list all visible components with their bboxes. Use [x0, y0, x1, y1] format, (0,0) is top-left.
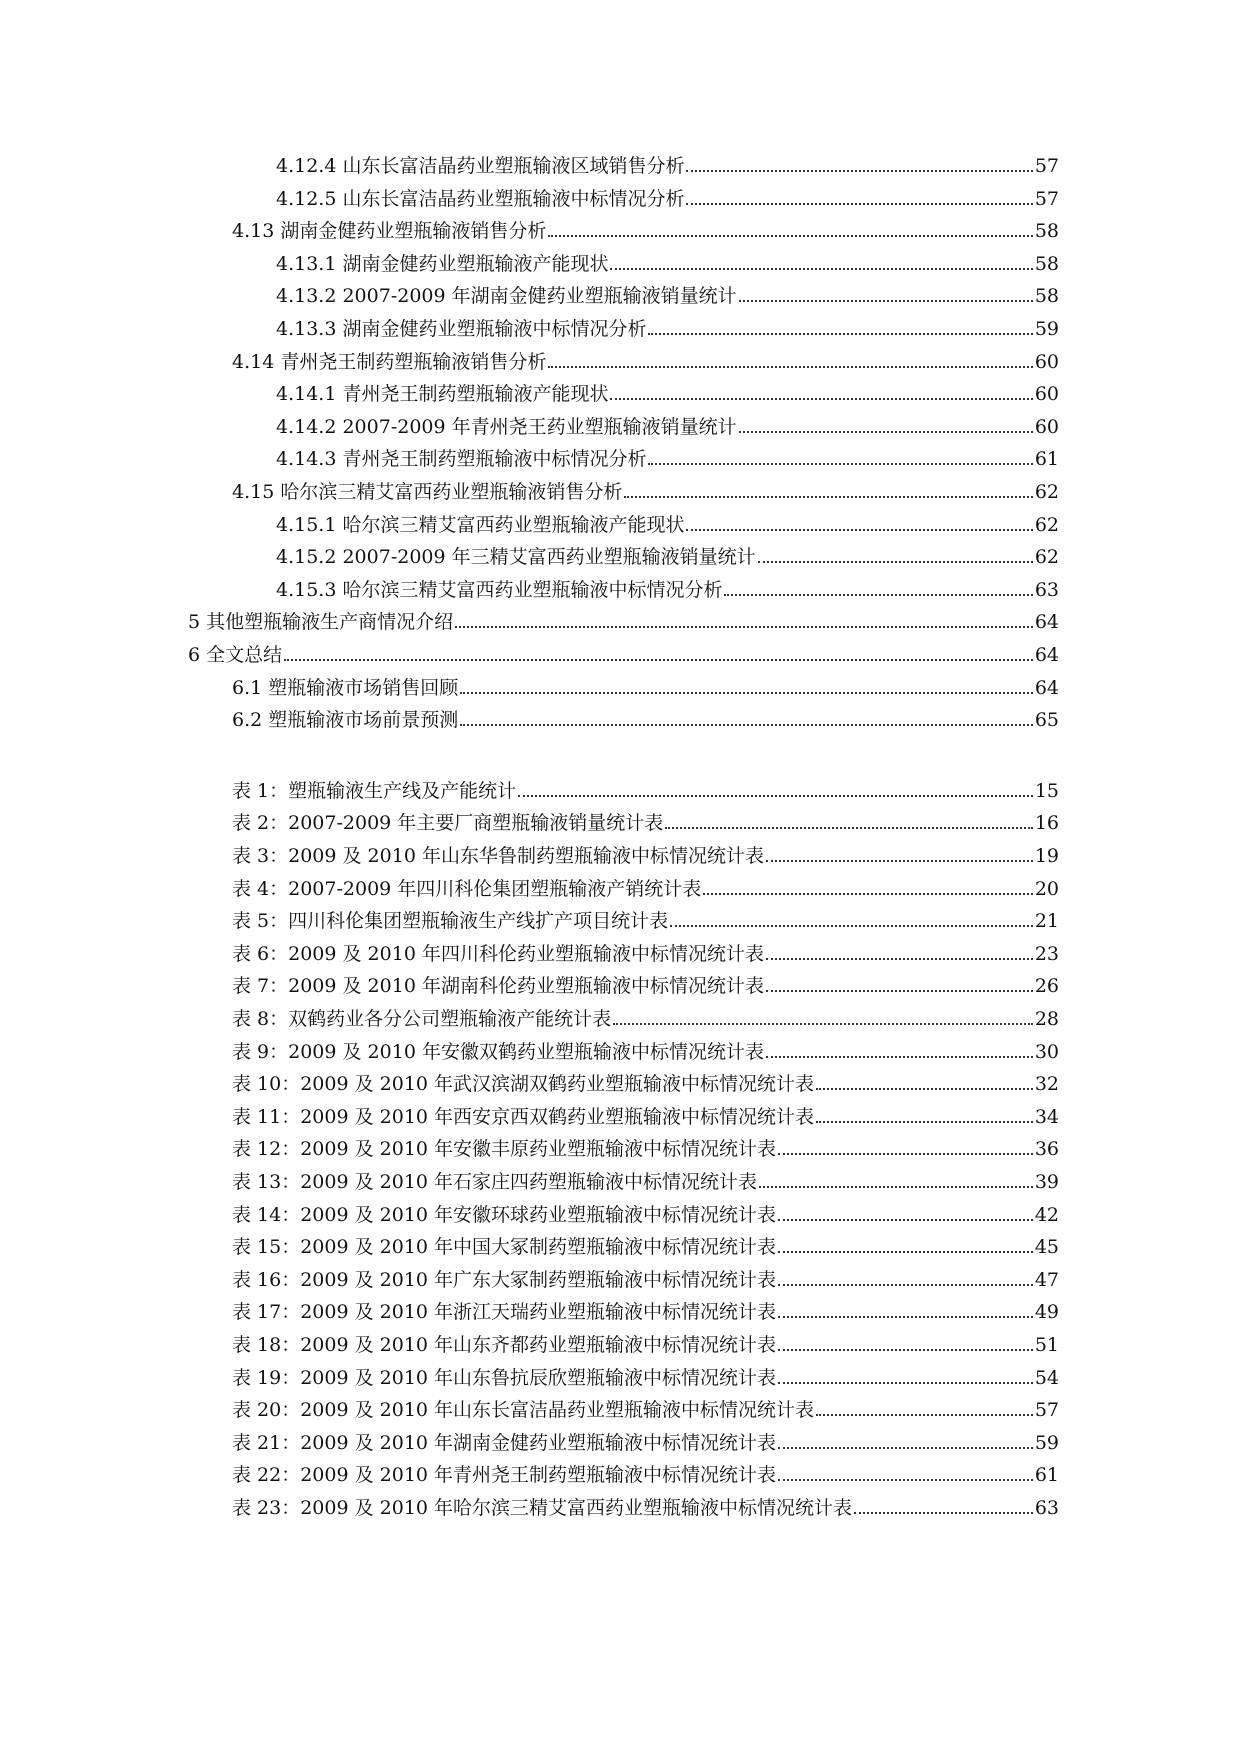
toc-entry-title: 6.1 塑瓶输液市场销售回顾 — [232, 676, 459, 699]
dot-leader — [686, 528, 1032, 531]
toc-entry-title: 表 10：2009 及 2010 年武汉滨湖双鹤药业塑瓶输液中标情况统计表 — [232, 1073, 815, 1096]
toc-entry-title: 表 16：2009 及 2010 年广东大冢制药塑瓶输液中标情况统计表 — [232, 1268, 777, 1291]
table-list-entry[interactable] — [232, 1231, 1059, 1263]
toc-entry-title: 4.14.3 青州尧王制药塑瓶输液中标情况分析 — [276, 448, 647, 471]
toc-entry-title: 表 13：2009 及 2010 年石家庄四药塑瓶输液中标情况统计表 — [232, 1171, 758, 1193]
toc-entry-title: 4.12.4 山东长富洁晶药业塑瓶输液区域销售分析 — [276, 155, 685, 177]
toc-entry-title: 表 23：2009 及 2010 年哈尔滨三精艾富西药业塑瓶输液中标情况统计表 — [232, 1497, 853, 1519]
toc-entry-page-number: 30 — [1034, 1040, 1059, 1063]
toc-entry-page-number: 60 — [1034, 383, 1059, 406]
dot-leader — [648, 332, 1032, 335]
toc-entry[interactable] — [276, 183, 1059, 215]
toc-entry-page-number: 61 — [1034, 1464, 1059, 1487]
toc-entry-page-number: 49 — [1034, 1301, 1059, 1324]
dot-leader — [778, 1381, 1033, 1384]
dot-leader — [703, 892, 1033, 895]
toc-entry-title: 表 20：2009 及 2010 年山东长富洁晶药业塑瓶输液中标情况统计表 — [232, 1399, 815, 1422]
toc-entry-page-number: 57 — [1034, 187, 1059, 210]
toc-entry-page-number: 15 — [1034, 779, 1059, 802]
dot-leader — [548, 365, 1032, 368]
toc-entry-title: 表 17：2009 及 2010 年浙江天瑞药业塑瓶输液中标情况统计表 — [232, 1301, 777, 1324]
table-list-entry[interactable] — [232, 1492, 1059, 1524]
toc-entry-page-number: 61 — [1034, 448, 1059, 471]
toc-entry-title: 4.14 青州尧王制药塑瓶输液销售分析 — [232, 350, 547, 373]
dot-leader — [778, 1446, 1033, 1449]
dot-leader — [670, 924, 1033, 927]
dot-leader — [766, 957, 1033, 960]
toc-entry-page-number: 45 — [1034, 1236, 1059, 1259]
dot-leader — [518, 794, 1033, 797]
toc-entry-title: 4.15.2 2007-2009 年三精艾富西药业塑瓶输液销量统计 — [276, 546, 756, 569]
toc-entry[interactable] — [276, 280, 1059, 312]
toc-entry-title: 表 7：2009 及 2010 年湖南科伦药业塑瓶输液中标情况统计表 — [232, 975, 764, 998]
toc-entry-page-number: 28 — [1034, 1008, 1059, 1030]
table-list-entry[interactable] — [232, 1166, 1059, 1198]
dot-leader — [854, 1511, 1033, 1514]
toc-entry-page-number: 21 — [1034, 910, 1059, 933]
table-list-entry[interactable] — [232, 775, 1059, 807]
toc-entry-page-number: 32 — [1034, 1073, 1059, 1096]
toc-entry-page-number: 63 — [1034, 578, 1059, 601]
toc-entry[interactable] — [276, 150, 1059, 182]
toc-entry-page-number: 64 — [1034, 644, 1059, 666]
table-list-entry[interactable] — [232, 1362, 1059, 1394]
toc-entry-page-number: 19 — [1034, 845, 1059, 867]
dot-leader — [739, 430, 1033, 433]
toc-entry-title: 表 9：2009 及 2010 年安徽双鹤药业塑瓶输液中标情况统计表 — [232, 1040, 764, 1063]
toc-entry[interactable] — [276, 541, 1059, 573]
toc-entry[interactable] — [188, 606, 1059, 638]
toc-entry-title: 表 6：2009 及 2010 年四川科伦药业塑瓶输液中标情况统计表 — [232, 942, 764, 965]
toc-entry-page-number: 42 — [1034, 1203, 1059, 1226]
toc-entry-page-number: 62 — [1034, 546, 1059, 569]
toc-entry-page-number: 58 — [1034, 220, 1059, 243]
dot-leader — [778, 1250, 1033, 1253]
toc-entry-title: 表 14：2009 及 2010 年安徽环球药业塑瓶输液中标情况统计表 — [232, 1203, 777, 1226]
dot-leader — [724, 593, 1032, 596]
table-list-entry[interactable] — [232, 1296, 1059, 1328]
dot-leader — [455, 625, 1033, 628]
dot-leader — [766, 1055, 1033, 1058]
dot-leader — [284, 658, 1033, 661]
toc-entry-page-number: 51 — [1034, 1334, 1059, 1356]
toc-entry-page-number: 23 — [1034, 942, 1059, 965]
dot-leader — [739, 299, 1033, 302]
dot-leader — [460, 723, 1033, 726]
dot-leader — [610, 397, 1032, 400]
toc-entry[interactable] — [276, 443, 1059, 475]
table-list-entry[interactable] — [232, 873, 1059, 905]
toc-entry-title: 表 12：2009 及 2010 年安徽丰原药业塑瓶输液中标情况统计表 — [232, 1138, 777, 1161]
toc-entry-title: 表 15：2009 及 2010 年中国大冢制药塑瓶输液中标情况统计表 — [232, 1236, 777, 1259]
dot-leader — [766, 859, 1033, 862]
toc-entry-page-number: 65 — [1034, 709, 1059, 732]
toc-entry-title: 表 22：2009 及 2010 年青州尧王制药塑瓶输液中标情况统计表 — [232, 1464, 777, 1487]
dot-leader — [648, 462, 1032, 465]
dot-leader — [778, 1218, 1033, 1221]
dot-leader — [460, 691, 1033, 694]
toc-entry-page-number: 34 — [1034, 1105, 1059, 1128]
toc-entry-page-number: 54 — [1034, 1366, 1059, 1389]
toc-entry-page-number: 39 — [1034, 1171, 1059, 1193]
table-list-entry[interactable] — [232, 970, 1059, 1002]
toc-entry-title: 4.13 湖南金健药业塑瓶输液销售分析 — [232, 220, 547, 243]
toc-entry-page-number: 64 — [1034, 611, 1059, 634]
toc-entry-page-number: 63 — [1034, 1497, 1059, 1519]
toc-entry-title: 表 8：双鹤药业各分公司塑瓶输液产能统计表 — [232, 1008, 612, 1030]
toc-entry[interactable] — [188, 639, 1059, 671]
toc-entry-title: 6 全文总结 — [188, 644, 283, 666]
toc-entry-title: 表 5：四川科伦集团塑瓶输液生产线扩产项目统计表 — [232, 910, 669, 933]
toc-entry-page-number: 57 — [1034, 1399, 1059, 1422]
toc-entry[interactable] — [276, 509, 1059, 541]
dot-leader — [778, 1315, 1033, 1318]
toc-entry[interactable] — [276, 378, 1059, 410]
dot-leader — [759, 1185, 1033, 1188]
toc-entry[interactable] — [232, 476, 1059, 508]
table-list-entry[interactable] — [232, 1101, 1059, 1133]
toc-entry-title: 表 1：塑瓶输液生产线及产能统计 — [232, 779, 517, 802]
toc-entry-page-number: 60 — [1034, 350, 1059, 373]
dot-leader — [686, 202, 1032, 205]
toc-entry-page-number: 62 — [1034, 481, 1059, 503]
toc-entry-page-number: 26 — [1034, 975, 1059, 998]
toc-entry-page-number: 47 — [1034, 1268, 1059, 1291]
toc-entry[interactable] — [276, 411, 1059, 443]
table-list-entry[interactable] — [232, 1003, 1059, 1035]
toc-entry-page-number: 59 — [1034, 1431, 1059, 1454]
toc-entry-page-number: 60 — [1034, 415, 1059, 438]
toc-entry-page-number: 57 — [1034, 155, 1059, 177]
toc-entry-title: 4.12.5 山东长富洁晶药业塑瓶输液中标情况分析 — [276, 187, 685, 210]
toc-entry-title: 4.13.1 湖南金健药业塑瓶输液产能现状 — [276, 252, 609, 275]
table-list-entry[interactable] — [232, 1394, 1059, 1426]
table-list-entry[interactable] — [232, 905, 1059, 937]
table-list-entry[interactable] — [232, 807, 1059, 839]
toc-entry[interactable] — [232, 672, 1059, 704]
toc-entry-title: 表 19：2009 及 2010 年山东鲁抗辰欣塑瓶输液中标情况统计表 — [232, 1366, 777, 1389]
table-list-entry[interactable] — [232, 1329, 1059, 1361]
table-list-entry[interactable] — [232, 1459, 1059, 1491]
toc-entry-title: 6.2 塑瓶输液市场前景预测 — [232, 709, 459, 732]
table-list-entry[interactable] — [232, 1036, 1059, 1068]
table-list-entry[interactable] — [232, 938, 1059, 970]
dot-leader — [766, 989, 1033, 992]
table-list-entry[interactable] — [232, 1068, 1059, 1100]
toc-entry[interactable] — [232, 704, 1059, 736]
dot-leader — [758, 560, 1033, 563]
dot-leader — [778, 1478, 1033, 1481]
dot-leader — [778, 1152, 1033, 1155]
toc-entry[interactable] — [276, 313, 1059, 345]
toc-entry-title: 4.13.2 2007-2009 年湖南金健药业塑瓶输液销量统计 — [276, 285, 737, 308]
toc-entry-title: 5 其他塑瓶输液生产商情况介绍 — [188, 611, 454, 634]
dot-leader — [816, 1087, 1033, 1090]
toc-entry-title: 表 2：2007-2009 年主要厂商塑瓶输液销量统计表 — [232, 812, 664, 835]
toc-entry-page-number: 59 — [1034, 318, 1059, 340]
toc-entry[interactable] — [276, 574, 1059, 606]
toc-entry-page-number: 20 — [1034, 877, 1059, 900]
table-list-entry[interactable] — [232, 1427, 1059, 1459]
dot-leader — [613, 1022, 1033, 1025]
toc-entry-page-number: 62 — [1034, 513, 1059, 536]
toc-entry[interactable] — [232, 215, 1059, 247]
toc-entry-page-number: 58 — [1034, 285, 1059, 308]
toc-entry-page-number: 64 — [1034, 676, 1059, 699]
dot-leader — [816, 1413, 1033, 1416]
dot-leader — [665, 826, 1033, 829]
toc-entry-title: 4.15.1 哈尔滨三精艾富西药业塑瓶输液产能现状 — [276, 513, 685, 536]
table-list-entry[interactable] — [232, 1133, 1059, 1165]
toc-entry-title: 4.15 哈尔滨三精艾富西药业塑瓶输液销售分析 — [232, 481, 623, 503]
toc-entry-page-number: 36 — [1034, 1138, 1059, 1161]
toc-entry-title: 4.14.2 2007-2009 年青州尧王药业塑瓶输液销量统计 — [276, 415, 737, 438]
toc-entry-page-number: 16 — [1034, 812, 1059, 835]
dot-leader — [548, 234, 1032, 237]
toc-entry-title: 表 3：2009 及 2010 年山东华鲁制药塑瓶输液中标情况统计表 — [232, 845, 764, 867]
dot-leader — [686, 169, 1032, 172]
toc-entry-title: 4.13.3 湖南金健药业塑瓶输液中标情况分析 — [276, 318, 647, 340]
table-list-entry[interactable] — [232, 840, 1059, 872]
dot-leader — [778, 1348, 1033, 1351]
toc-entry-title: 表 11：2009 及 2010 年西安京西双鹤药业塑瓶输液中标情况统计表 — [232, 1105, 815, 1128]
toc-entry-title: 4.15.3 哈尔滨三精艾富西药业塑瓶输液中标情况分析 — [276, 578, 723, 601]
toc-entry-title: 表 21：2009 及 2010 年湖南金健药业塑瓶输液中标情况统计表 — [232, 1431, 777, 1454]
dot-leader — [624, 495, 1032, 498]
toc-entry-title: 表 18：2009 及 2010 年山东齐都药业塑瓶输液中标情况统计表 — [232, 1334, 777, 1356]
dot-leader — [816, 1120, 1033, 1123]
table-list-entry[interactable] — [232, 1264, 1059, 1296]
dot-leader — [778, 1283, 1033, 1286]
toc-entry-title: 表 4：2007-2009 年四川科伦集团塑瓶输液产销统计表 — [232, 877, 702, 900]
table-list-entry[interactable] — [232, 1199, 1059, 1231]
dot-leader — [610, 267, 1032, 270]
toc-entry-title: 4.14.1 青州尧王制药塑瓶输液产能现状 — [276, 383, 609, 406]
toc-entry-page-number: 58 — [1034, 252, 1059, 275]
toc-entry[interactable] — [276, 248, 1059, 280]
toc-entry[interactable] — [232, 346, 1059, 378]
